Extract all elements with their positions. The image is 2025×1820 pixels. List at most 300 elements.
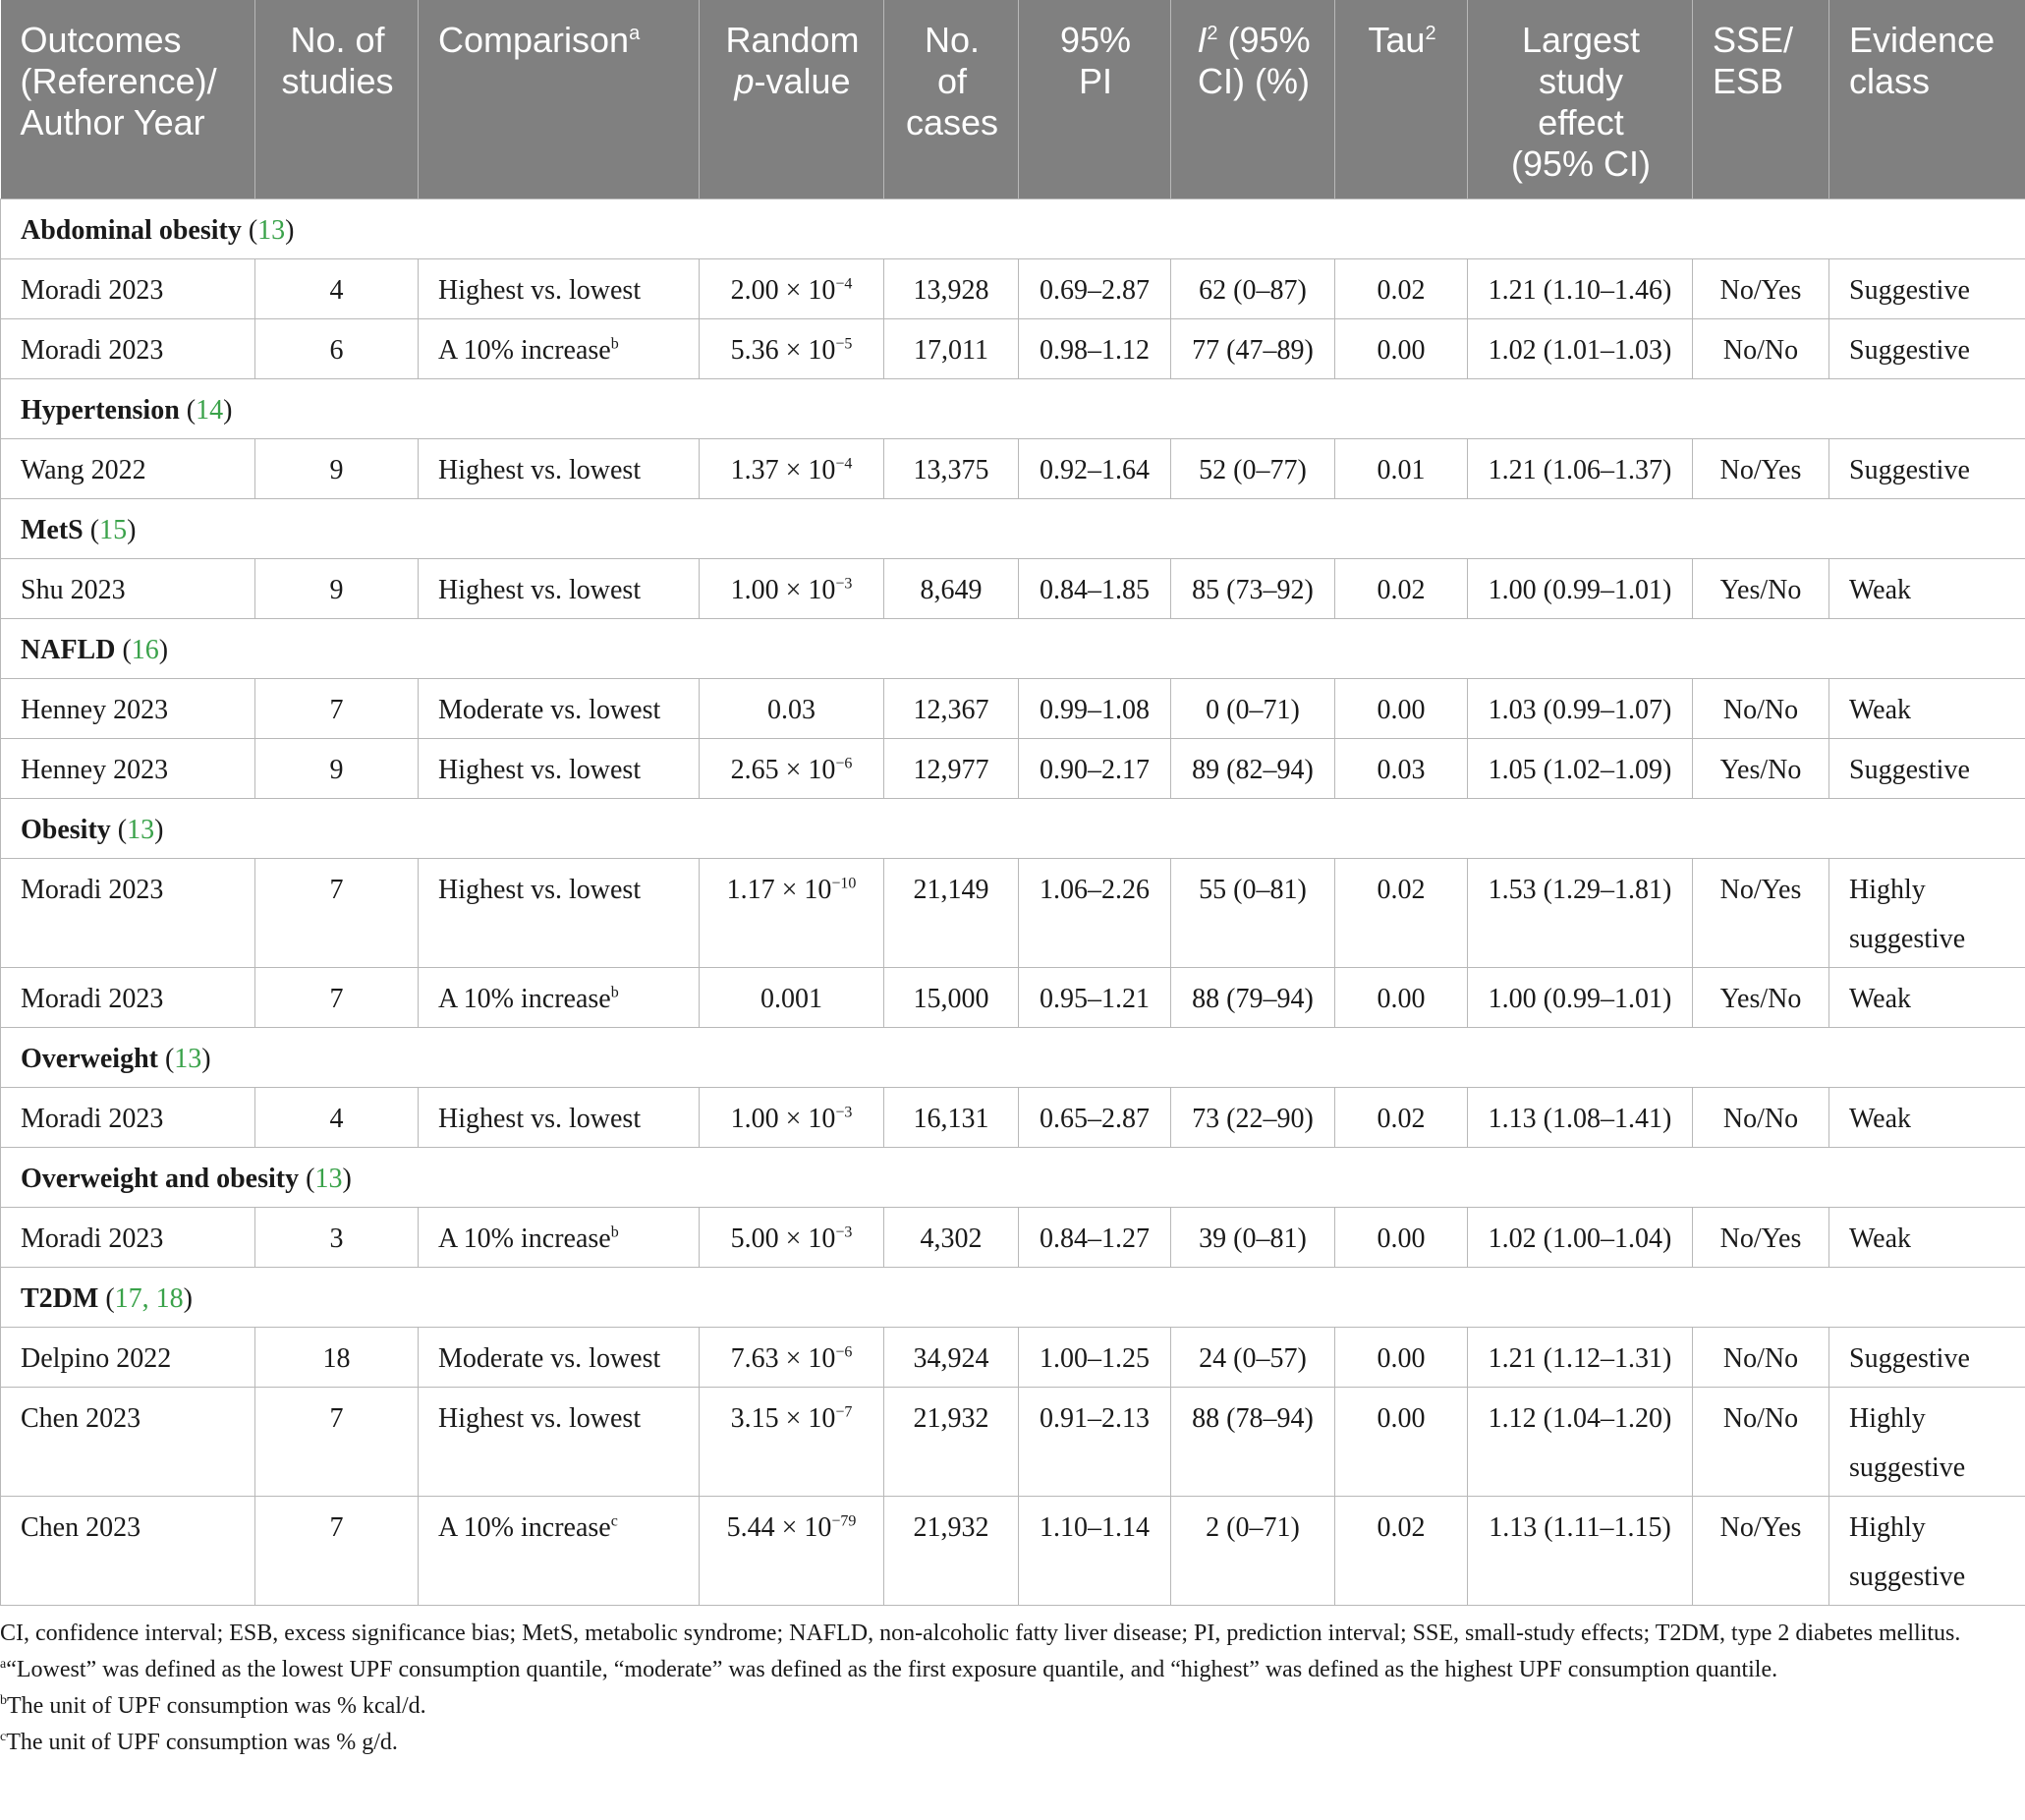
random-p-cell: [700, 559, 884, 619]
header-pi-line1: 95%: [1059, 20, 1132, 60]
reference-link[interactable]: 13: [174, 1044, 202, 1074]
header-no-cases-line3: cases: [905, 102, 999, 142]
header-i2-line2: CI) (%): [1198, 61, 1310, 101]
p-value-base: 2.00 × 10: [730, 275, 836, 306]
header-pi: [1019, 0, 1171, 199]
tau-cell: 0.00: [1335, 1328, 1468, 1388]
p-value-base: 5.44 × 10: [726, 1512, 832, 1543]
comparison-text: Highest vs. lowest: [438, 875, 642, 905]
header-comparison: [419, 0, 700, 199]
comparison-cell: [419, 1388, 700, 1497]
pi-cell: 0.99–1.08: [1019, 679, 1171, 739]
group-header-cell: [1, 199, 2025, 259]
evidence-class-cell: Highly suggestive: [1829, 859, 2025, 968]
outcome-name: Abdominal obesity: [21, 215, 242, 246]
i2-cell: 55 (0–81): [1171, 859, 1335, 968]
header-i2: [1171, 0, 1335, 199]
no-cases-cell: 12,977: [884, 739, 1019, 799]
table-row: [1, 1088, 2025, 1148]
reference-link[interactable]: 16: [131, 635, 159, 665]
group-header-cell: [1, 499, 2025, 559]
no-cases-cell: 21,932: [884, 1497, 1019, 1606]
footnote-b: [0, 1688, 2025, 1725]
random-p-cell: [700, 1208, 884, 1268]
no-studies-cell: 3: [255, 1208, 419, 1268]
no-studies-cell: 18: [255, 1328, 419, 1388]
reference-open-paren: (: [83, 515, 100, 545]
tau-cell: 0.02: [1335, 259, 1468, 319]
comparison-cell: [419, 439, 700, 499]
pi-cell: 1.00–1.25: [1019, 1328, 1171, 1388]
group-header-row: [1, 199, 2025, 259]
header-comparison-label: Comparison: [438, 20, 630, 60]
header-outcomes-line2: (Reference)/: [20, 61, 217, 101]
p-value-exponent: −3: [835, 1223, 853, 1241]
author-year-cell: Chen 2023: [1, 1497, 255, 1606]
table-row: [1, 559, 2025, 619]
footnote-c-text: The unit of UPF consumption was % g/d.: [6, 1730, 398, 1755]
no-studies-cell: 9: [255, 739, 419, 799]
comparison-cell: [419, 859, 700, 968]
p-value-exponent: −6: [835, 755, 853, 772]
no-studies-cell: 7: [255, 679, 419, 739]
header-outcomes-line3: Author Year: [20, 102, 205, 142]
random-p-cell: [700, 968, 884, 1028]
table-header: [1, 0, 2025, 199]
sse-esb-cell: No/Yes: [1693, 859, 1829, 968]
evidence-class-cell: Weak: [1829, 559, 2025, 619]
table-row: [1, 319, 2025, 379]
header-random-p-line1: Random: [725, 20, 860, 60]
pi-cell: 0.84–1.27: [1019, 1208, 1171, 1268]
header-i2-sup: 2: [1207, 23, 1218, 44]
sse-esb-cell: No/No: [1693, 1388, 1829, 1497]
sse-esb-cell: No/No: [1693, 679, 1829, 739]
reference-open-paren: (: [115, 635, 132, 665]
random-p-cell: [700, 859, 884, 968]
no-cases-cell: 16,131: [884, 1088, 1019, 1148]
pi-cell: 1.10–1.14: [1019, 1497, 1171, 1606]
group-header-row: [1, 1268, 2025, 1328]
evidence-class-cell: Suggestive: [1829, 259, 2025, 319]
tau-cell: 0.02: [1335, 1088, 1468, 1148]
header-tau-label: Tau: [1368, 20, 1426, 60]
i2-cell: 88 (79–94): [1171, 968, 1335, 1028]
footnote-abbreviations: [0, 1616, 2025, 1652]
random-p-cell: [700, 1388, 884, 1497]
comparison-cell: [419, 739, 700, 799]
random-p-cell: [700, 739, 884, 799]
footnote-abbreviations-text: CI, confidence interval; ESB, excess significance bias; MetS, metabolic syndrome; NAFLD, non-alcoholic fatty liver disease; PI, prediction interval; SSE, small-study effects; T2DM, type 2 diabetes mellitus.: [0, 1621, 1961, 1646]
comparison-text: A 10% increase: [438, 1223, 611, 1254]
header-outcomes: [1, 0, 255, 199]
header-no-studies-line1: No. of: [290, 20, 385, 60]
p-value-base: 7.63 × 10: [730, 1343, 836, 1374]
largest-effect-cell: 1.13 (1.11–1.15): [1468, 1497, 1693, 1606]
random-p-cell: [700, 679, 884, 739]
p-value-base: 1.00 × 10: [730, 575, 836, 605]
sse-esb-cell: No/Yes: [1693, 1497, 1829, 1606]
p-value-base: 0.03: [767, 695, 816, 725]
reference-link[interactable]: 13: [257, 215, 286, 246]
header-random-p-suffix: -value: [754, 61, 851, 101]
reference-close-paren: ): [342, 1164, 352, 1194]
no-cases-cell: 8,649: [884, 559, 1019, 619]
evidence-class-cell: Weak: [1829, 1088, 2025, 1148]
header-evidence-class: [1829, 0, 2025, 199]
table-row: [1, 259, 2025, 319]
reference-open-paren: (: [241, 215, 258, 246]
largest-effect-cell: 1.21 (1.06–1.37): [1468, 439, 1693, 499]
i2-cell: 2 (0–71): [1171, 1497, 1335, 1606]
group-header-row: [1, 619, 2025, 679]
sse-esb-cell: No/Yes: [1693, 259, 1829, 319]
group-header-cell: [1, 1028, 2025, 1088]
reference-open-paren: (: [299, 1164, 315, 1194]
i2-cell: 39 (0–81): [1171, 1208, 1335, 1268]
i2-cell: 88 (78–94): [1171, 1388, 1335, 1497]
no-cases-cell: 17,011: [884, 319, 1019, 379]
reference-link[interactable]: 14: [196, 395, 224, 426]
header-no-studies-line2: studies: [281, 61, 394, 101]
sse-esb-cell: No/No: [1693, 1088, 1829, 1148]
outcome-name: Hypertension: [21, 395, 180, 426]
comparison-footnote-mark: c: [610, 1512, 618, 1530]
author-year-cell: Moradi 2023: [1, 1208, 255, 1268]
tau-cell: 0.00: [1335, 319, 1468, 379]
no-studies-cell: 4: [255, 259, 419, 319]
evidence-class-cell: Suggestive: [1829, 319, 2025, 379]
group-header-cell: [1, 1148, 2025, 1208]
no-cases-cell: 4,302: [884, 1208, 1019, 1268]
footnote-b-mark: b: [0, 1693, 7, 1708]
p-value-base: 3.15 × 10: [730, 1403, 836, 1434]
p-value-base: 5.00 × 10: [730, 1223, 836, 1254]
pi-cell: 0.90–2.17: [1019, 739, 1171, 799]
i2-cell: 52 (0–77): [1171, 439, 1335, 499]
table-body: [1, 199, 2025, 1606]
reference-close-paren: ): [127, 515, 137, 545]
tau-cell: 0.00: [1335, 968, 1468, 1028]
i2-cell: 24 (0–57): [1171, 1328, 1335, 1388]
comparison-text: A 10% increase: [438, 984, 611, 1014]
header-largest-line4: (95% CI): [1510, 143, 1652, 184]
header-random-p-italic: p: [734, 61, 755, 101]
evidence-class-cell: Weak: [1829, 968, 2025, 1028]
reference-open-paren: (: [98, 1283, 115, 1314]
table-row: [1, 679, 2025, 739]
header-largest-effect: [1468, 0, 1693, 199]
group-header-row: [1, 499, 2025, 559]
sse-esb-cell: No/No: [1693, 319, 1829, 379]
header-i2-letter: I: [1197, 20, 1208, 60]
header-outcomes-line1: Outcomes: [20, 20, 182, 60]
header-row: [1, 0, 2025, 199]
author-year-cell: Chen 2023: [1, 1388, 255, 1497]
comparison-text: Highest vs. lowest: [438, 275, 642, 306]
comparison-footnote-mark: b: [610, 335, 619, 353]
reference-link[interactable]: 17, 18: [114, 1283, 184, 1314]
comparison-cell: [419, 679, 700, 739]
group-header-row: [1, 1028, 2025, 1088]
evidence-class-cell: Weak: [1829, 679, 2025, 739]
author-year-cell: Moradi 2023: [1, 319, 255, 379]
sse-esb-cell: No/Yes: [1693, 1208, 1829, 1268]
table-row: [1, 739, 2025, 799]
largest-effect-cell: 1.53 (1.29–1.81): [1468, 859, 1693, 968]
p-value-base: 0.001: [760, 984, 822, 1014]
author-year-cell: Delpino 2022: [1, 1328, 255, 1388]
tau-cell: 0.02: [1335, 859, 1468, 968]
p-value-base: 1.00 × 10: [730, 1104, 836, 1134]
sse-esb-cell: Yes/No: [1693, 739, 1829, 799]
i2-cell: 73 (22–90): [1171, 1088, 1335, 1148]
group-header-row: [1, 799, 2025, 859]
comparison-cell: [419, 259, 700, 319]
reference-link[interactable]: 15: [99, 515, 128, 545]
p-value-exponent: −4: [835, 455, 853, 473]
comparison-cell: [419, 1328, 700, 1388]
pi-cell: 0.95–1.21: [1019, 968, 1171, 1028]
sse-esb-cell: Yes/No: [1693, 968, 1829, 1028]
comparison-text: Highest vs. lowest: [438, 455, 642, 485]
random-p-cell: [700, 319, 884, 379]
group-header-cell: [1, 619, 2025, 679]
evidence-class-cell: Highly suggestive: [1829, 1497, 2025, 1606]
comparison-footnote-mark: b: [610, 984, 619, 1001]
largest-effect-cell: 1.21 (1.10–1.46): [1468, 259, 1693, 319]
comparison-cell: [419, 968, 700, 1028]
largest-effect-cell: 1.05 (1.02–1.09): [1468, 739, 1693, 799]
no-studies-cell: 7: [255, 859, 419, 968]
p-value-exponent: −7: [835, 1403, 853, 1421]
p-value-base: 1.37 × 10: [730, 455, 836, 485]
footnote-a: [0, 1652, 2025, 1688]
p-value-exponent: −79: [831, 1512, 857, 1530]
reference-close-paren: ): [285, 215, 295, 246]
comparison-cell: [419, 1088, 700, 1148]
pi-cell: 0.65–2.87: [1019, 1088, 1171, 1148]
comparison-text: Highest vs. lowest: [438, 1403, 642, 1434]
reference-link[interactable]: 13: [314, 1164, 343, 1194]
group-header-cell: [1, 379, 2025, 439]
no-cases-cell: 34,924: [884, 1328, 1019, 1388]
random-p-cell: [700, 1328, 884, 1388]
footnote-a-text: “Lowest” was defined as the lowest UPF consumption quantile, “moderate” was defined as the first exposure quantile, and “highest” was defined as the highest UPF consumption quantile.: [6, 1657, 1778, 1682]
largest-effect-cell: 1.12 (1.04–1.20): [1468, 1388, 1693, 1497]
comparison-cell: [419, 319, 700, 379]
header-no-cases-line2: of: [936, 61, 968, 101]
header-tau-sup: 2: [1425, 23, 1436, 44]
header-no-cases: [884, 0, 1019, 199]
no-cases-cell: 15,000: [884, 968, 1019, 1028]
outcome-name: NAFLD: [21, 635, 116, 665]
p-value-exponent: −3: [835, 1104, 853, 1121]
author-year-cell: Henney 2023: [1, 739, 255, 799]
header-pi-line2: PI: [1078, 61, 1112, 101]
comparison-text: Moderate vs. lowest: [438, 1343, 661, 1374]
footnote-c-mark: c: [0, 1730, 7, 1744]
random-p-cell: [700, 1088, 884, 1148]
no-studies-cell: 9: [255, 439, 419, 499]
largest-effect-cell: 1.21 (1.12–1.31): [1468, 1328, 1693, 1388]
group-header-row: [1, 1148, 2025, 1208]
random-p-cell: [700, 259, 884, 319]
comparison-text: A 10% increase: [438, 1512, 611, 1543]
header-no-cases-line1: No.: [924, 20, 981, 60]
author-year-cell: Moradi 2023: [1, 259, 255, 319]
evidence-class-cell: Suggestive: [1829, 739, 2025, 799]
pi-cell: 0.91–2.13: [1019, 1388, 1171, 1497]
p-value-exponent: −3: [835, 575, 853, 593]
largest-effect-cell: 1.13 (1.08–1.41): [1468, 1088, 1693, 1148]
pi-cell: 1.06–2.26: [1019, 859, 1171, 968]
i2-cell: 85 (73–92): [1171, 559, 1335, 619]
comparison-text: Highest vs. lowest: [438, 755, 642, 785]
no-studies-cell: 6: [255, 319, 419, 379]
no-studies-cell: 9: [255, 559, 419, 619]
reference-link[interactable]: 13: [127, 815, 155, 845]
header-evidence-line1: Evidence: [1849, 20, 1996, 60]
outcome-name: Overweight and obesity: [21, 1164, 300, 1194]
author-year-cell: Wang 2022: [1, 439, 255, 499]
largest-effect-cell: 1.00 (0.99–1.01): [1468, 559, 1693, 619]
evidence-class-cell: Weak: [1829, 1208, 2025, 1268]
comparison-cell: [419, 559, 700, 619]
footnote-c: [0, 1725, 2025, 1761]
p-value-exponent: −10: [831, 875, 857, 892]
table-row: [1, 859, 2025, 968]
group-header-cell: [1, 1268, 2025, 1328]
tau-cell: 0.02: [1335, 1497, 1468, 1606]
p-value-base: 2.65 × 10: [730, 755, 836, 785]
header-tau: [1335, 0, 1468, 199]
no-studies-cell: 7: [255, 1388, 419, 1497]
comparison-footnote-mark: b: [610, 1223, 619, 1241]
reference-open-paren: (: [179, 395, 197, 426]
outcome-name: Overweight: [21, 1044, 158, 1074]
largest-effect-cell: 1.02 (1.01–1.03): [1468, 319, 1693, 379]
table-row: [1, 439, 2025, 499]
outcome-name: T2DM: [21, 1283, 99, 1314]
no-studies-cell: 4: [255, 1088, 419, 1148]
header-sse-esb: [1693, 0, 1829, 199]
footnote-b-text: The unit of UPF consumption was % kcal/d.: [7, 1693, 426, 1719]
header-largest-line2: study: [1538, 61, 1624, 101]
p-value-base: 5.36 × 10: [730, 335, 836, 366]
group-header-row: [1, 379, 2025, 439]
tau-cell: 0.01: [1335, 439, 1468, 499]
pi-cell: 0.98–1.12: [1019, 319, 1171, 379]
author-year-cell: Moradi 2023: [1, 968, 255, 1028]
table-row: [1, 1388, 2025, 1497]
comparison-text: Moderate vs. lowest: [438, 695, 661, 725]
reference-open-paren: (: [110, 815, 128, 845]
reference-close-paren: ): [223, 395, 233, 426]
sse-esb-cell: Yes/No: [1693, 559, 1829, 619]
sse-esb-cell: No/Yes: [1693, 439, 1829, 499]
largest-effect-cell: 1.00 (0.99–1.01): [1468, 968, 1693, 1028]
table-row: [1, 968, 2025, 1028]
no-studies-cell: 7: [255, 1497, 419, 1606]
sse-esb-cell: No/No: [1693, 1328, 1829, 1388]
header-sse-line2: ESB: [1713, 61, 1784, 101]
tau-cell: 0.00: [1335, 1208, 1468, 1268]
reference-open-paren: (: [157, 1044, 175, 1074]
tau-cell: 0.00: [1335, 1388, 1468, 1497]
random-p-cell: [700, 1497, 884, 1606]
comparison-text: A 10% increase: [438, 335, 611, 366]
author-year-cell: Shu 2023: [1, 559, 255, 619]
tau-cell: 0.03: [1335, 739, 1468, 799]
p-value-exponent: −6: [835, 1343, 853, 1361]
footnotes: [0, 1606, 2025, 1761]
i2-cell: 62 (0–87): [1171, 259, 1335, 319]
group-header-cell: [1, 799, 2025, 859]
author-year-cell: Henney 2023: [1, 679, 255, 739]
tau-cell: 0.00: [1335, 679, 1468, 739]
header-no-studies: [255, 0, 419, 199]
author-year-cell: Moradi 2023: [1, 859, 255, 968]
reference-close-paren: ): [201, 1044, 211, 1074]
i2-cell: 77 (47–89): [1171, 319, 1335, 379]
p-value-exponent: −4: [835, 275, 853, 293]
pi-cell: 0.92–1.64: [1019, 439, 1171, 499]
reference-close-paren: ): [154, 815, 164, 845]
pi-cell: 0.84–1.85: [1019, 559, 1171, 619]
largest-effect-cell: 1.02 (1.00–1.04): [1468, 1208, 1693, 1268]
p-value-base: 1.17 × 10: [726, 875, 832, 905]
tau-cell: 0.02: [1335, 559, 1468, 619]
header-i2-rest: (95%: [1217, 20, 1311, 60]
comparison-cell: [419, 1208, 700, 1268]
header-largest-line3: effect: [1538, 102, 1624, 142]
p-value-exponent: −5: [835, 335, 853, 353]
no-studies-cell: 7: [255, 968, 419, 1028]
outcome-name: MetS: [21, 515, 84, 545]
header-sse-line1: SSE/: [1713, 20, 1794, 60]
evidence-class-cell: Suggestive: [1829, 1328, 2025, 1388]
author-year-cell: Moradi 2023: [1, 1088, 255, 1148]
pi-cell: 0.69–2.87: [1019, 259, 1171, 319]
comparison-text: Highest vs. lowest: [438, 575, 642, 605]
header-largest-line1: Largest: [1521, 20, 1641, 60]
outcome-name: Obesity: [21, 815, 111, 845]
header-random-p: [700, 0, 884, 199]
header-comparison-footnote-mark: a: [629, 23, 641, 44]
table-row: [1, 1497, 2025, 1606]
table-row: [1, 1208, 2025, 1268]
header-evidence-line2: class: [1849, 61, 1931, 101]
evidence-class-cell: Highly suggestive: [1829, 1388, 2025, 1497]
comparison-cell: [419, 1497, 700, 1606]
i2-cell: 89 (82–94): [1171, 739, 1335, 799]
table-row: [1, 1328, 2025, 1388]
evidence-class-cell: Suggestive: [1829, 439, 2025, 499]
i2-cell: 0 (0–71): [1171, 679, 1335, 739]
random-p-cell: [700, 439, 884, 499]
reference-close-paren: ): [158, 635, 169, 665]
largest-effect-cell: 1.03 (0.99–1.07): [1468, 679, 1693, 739]
no-cases-cell: 12,367: [884, 679, 1019, 739]
comparison-text: Highest vs. lowest: [438, 1104, 642, 1134]
no-cases-cell: 13,375: [884, 439, 1019, 499]
no-cases-cell: 21,149: [884, 859, 1019, 968]
no-cases-cell: 13,928: [884, 259, 1019, 319]
no-cases-cell: 21,932: [884, 1388, 1019, 1497]
footnote-a-mark: a: [0, 1657, 7, 1672]
reference-close-paren: ): [183, 1283, 193, 1314]
